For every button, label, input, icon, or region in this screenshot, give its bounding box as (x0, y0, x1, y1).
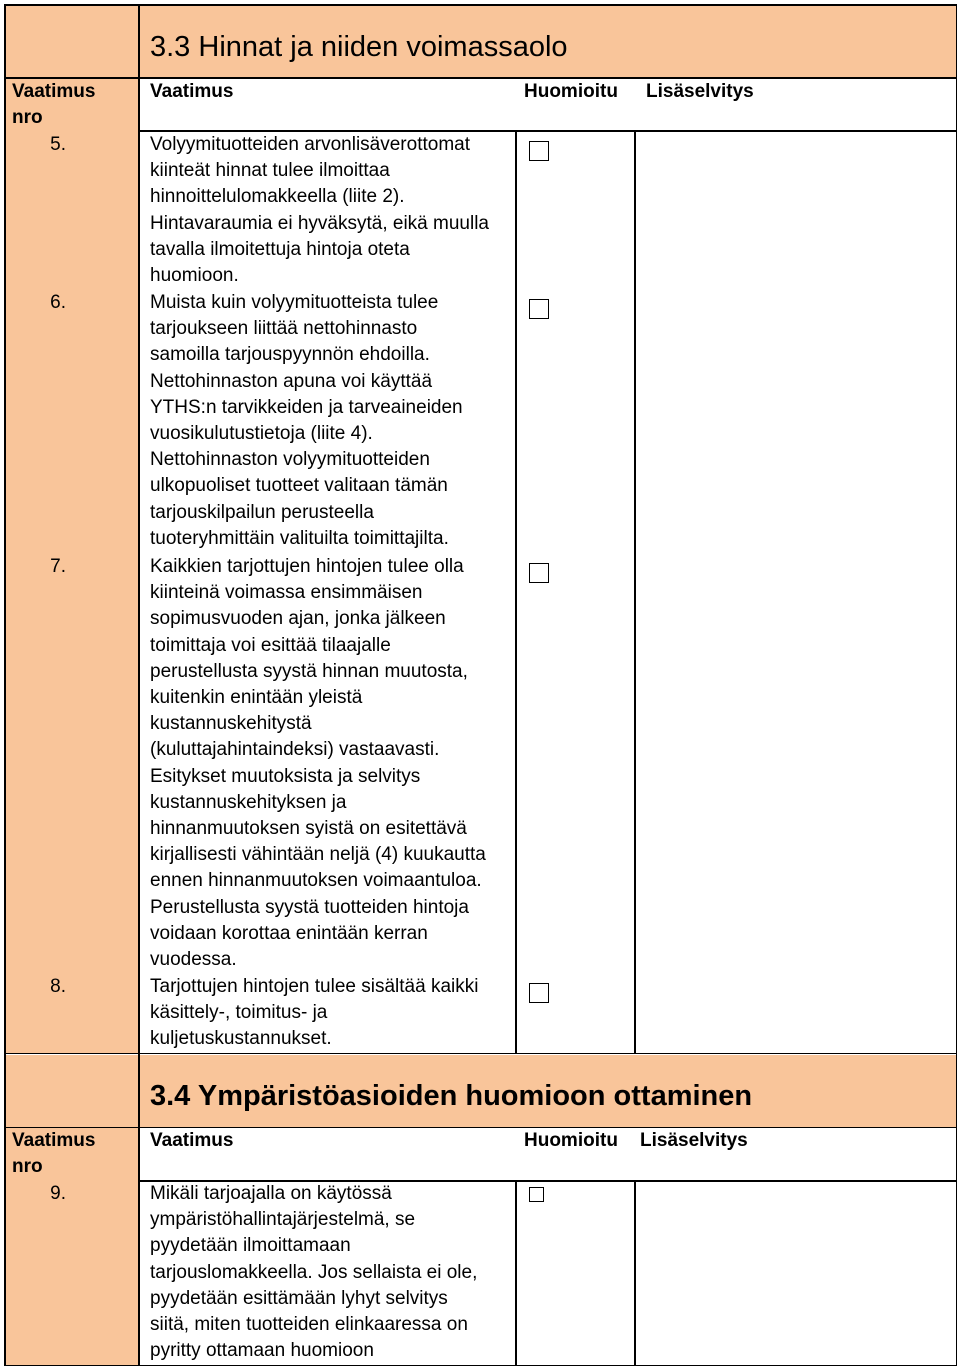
row-number: 6. (50, 292, 66, 313)
column-header-extra: Lisäselvitys (640, 1130, 748, 1151)
noted-checkbox[interactable] (529, 141, 549, 161)
section-title: 3.4 Ympäristöasioiden huomioon ottaminen (150, 1080, 753, 1112)
column-header-nro: Vaatimus nro (12, 81, 96, 128)
column-header-noted: Huomioitu (524, 1130, 618, 1151)
requirement-text: Mikäli tarjoajalla on käytössä ympäristöhallintajärjestelmä, se pyydetään ilmoittamaan tarjouslomakkeella. Jos sellaista ei ole, pyydetään esittämään lyhyt selvitys siitä, miten tuotteiden elinkaaressa on pyritty ottamaan huomioon (150, 1183, 478, 1362)
row-number: 5. (50, 134, 66, 155)
requirement-text: Tarjottujen hintojen tulee sisältää kaikki käsittely-, toimitus- ja kuljetuskustannukset. (150, 976, 479, 1050)
column-header-requirement: Vaatimus (150, 1130, 234, 1151)
column-header-nro: Vaatimus nro (12, 1130, 96, 1177)
row-number: 8. (50, 976, 66, 997)
column-header-extra: Lisäselvitys (646, 81, 754, 102)
row-number: 9. (50, 1183, 66, 1204)
noted-checkbox[interactable] (529, 983, 549, 1003)
requirement-text: Muista kuin volyymituotteista tulee tarjoukseen liittää nettohinnasto samoilla tarjouspyynnön ehdoilla. Nettohinnaston apuna voi käyttää YTHS:n tarvikkeiden ja tarveaineiden vuosikulutustietoja (liite 4). Nettohinnaston volyymituotteiden ulkopuoliset tuotteet valitaan tämän tarjouskilpailun perusteella tuoteryhmittäin valituilta toimittajilta. (150, 292, 463, 549)
requirement-text: Kaikkien tarjottujen hintojen tulee olla kiinteinä voimassa ensimmäisen sopimusvuoden ajan, jonka jälkeen toimittaja voi esittää tilaajalle perustellusta syystä hinnan muutosta, kuitenkin enintään yleistä kustannuskehitystä (kuluttajahintaindeksi) vastaavasti. Esitykset muutoksista ja selvitys kustannuskehityksen ja hinnanmuutoksen syistä on esitettävä kirjallisesti vähintään neljä (4) kuukautta ennen hinnanmuutoksen voimaantuloa. Perustellusta syystä tuotteiden hintoja voidaan korottaa enintään kerran vuodessa. (150, 556, 486, 971)
section-title: 3.3 Hinnat ja niiden voimassaolo (150, 31, 568, 63)
noted-checkbox[interactable] (529, 1187, 544, 1202)
column-header-noted: Huomioitu (524, 81, 618, 102)
column-header-requirement: Vaatimus (150, 81, 234, 102)
noted-checkbox[interactable] (529, 563, 549, 583)
row-number: 7. (50, 556, 66, 577)
noted-checkbox[interactable] (529, 299, 549, 319)
requirement-text: Volyymituotteiden arvonlisäverottomat kiinteät hinnat tulee ilmoittaa hinnoittelulomakkeella (liite 2). Hintavaraumia ei hyväksytä, eikä muulla tavalla ilmoitettuja hintoja oteta huomioon. (150, 134, 489, 287)
